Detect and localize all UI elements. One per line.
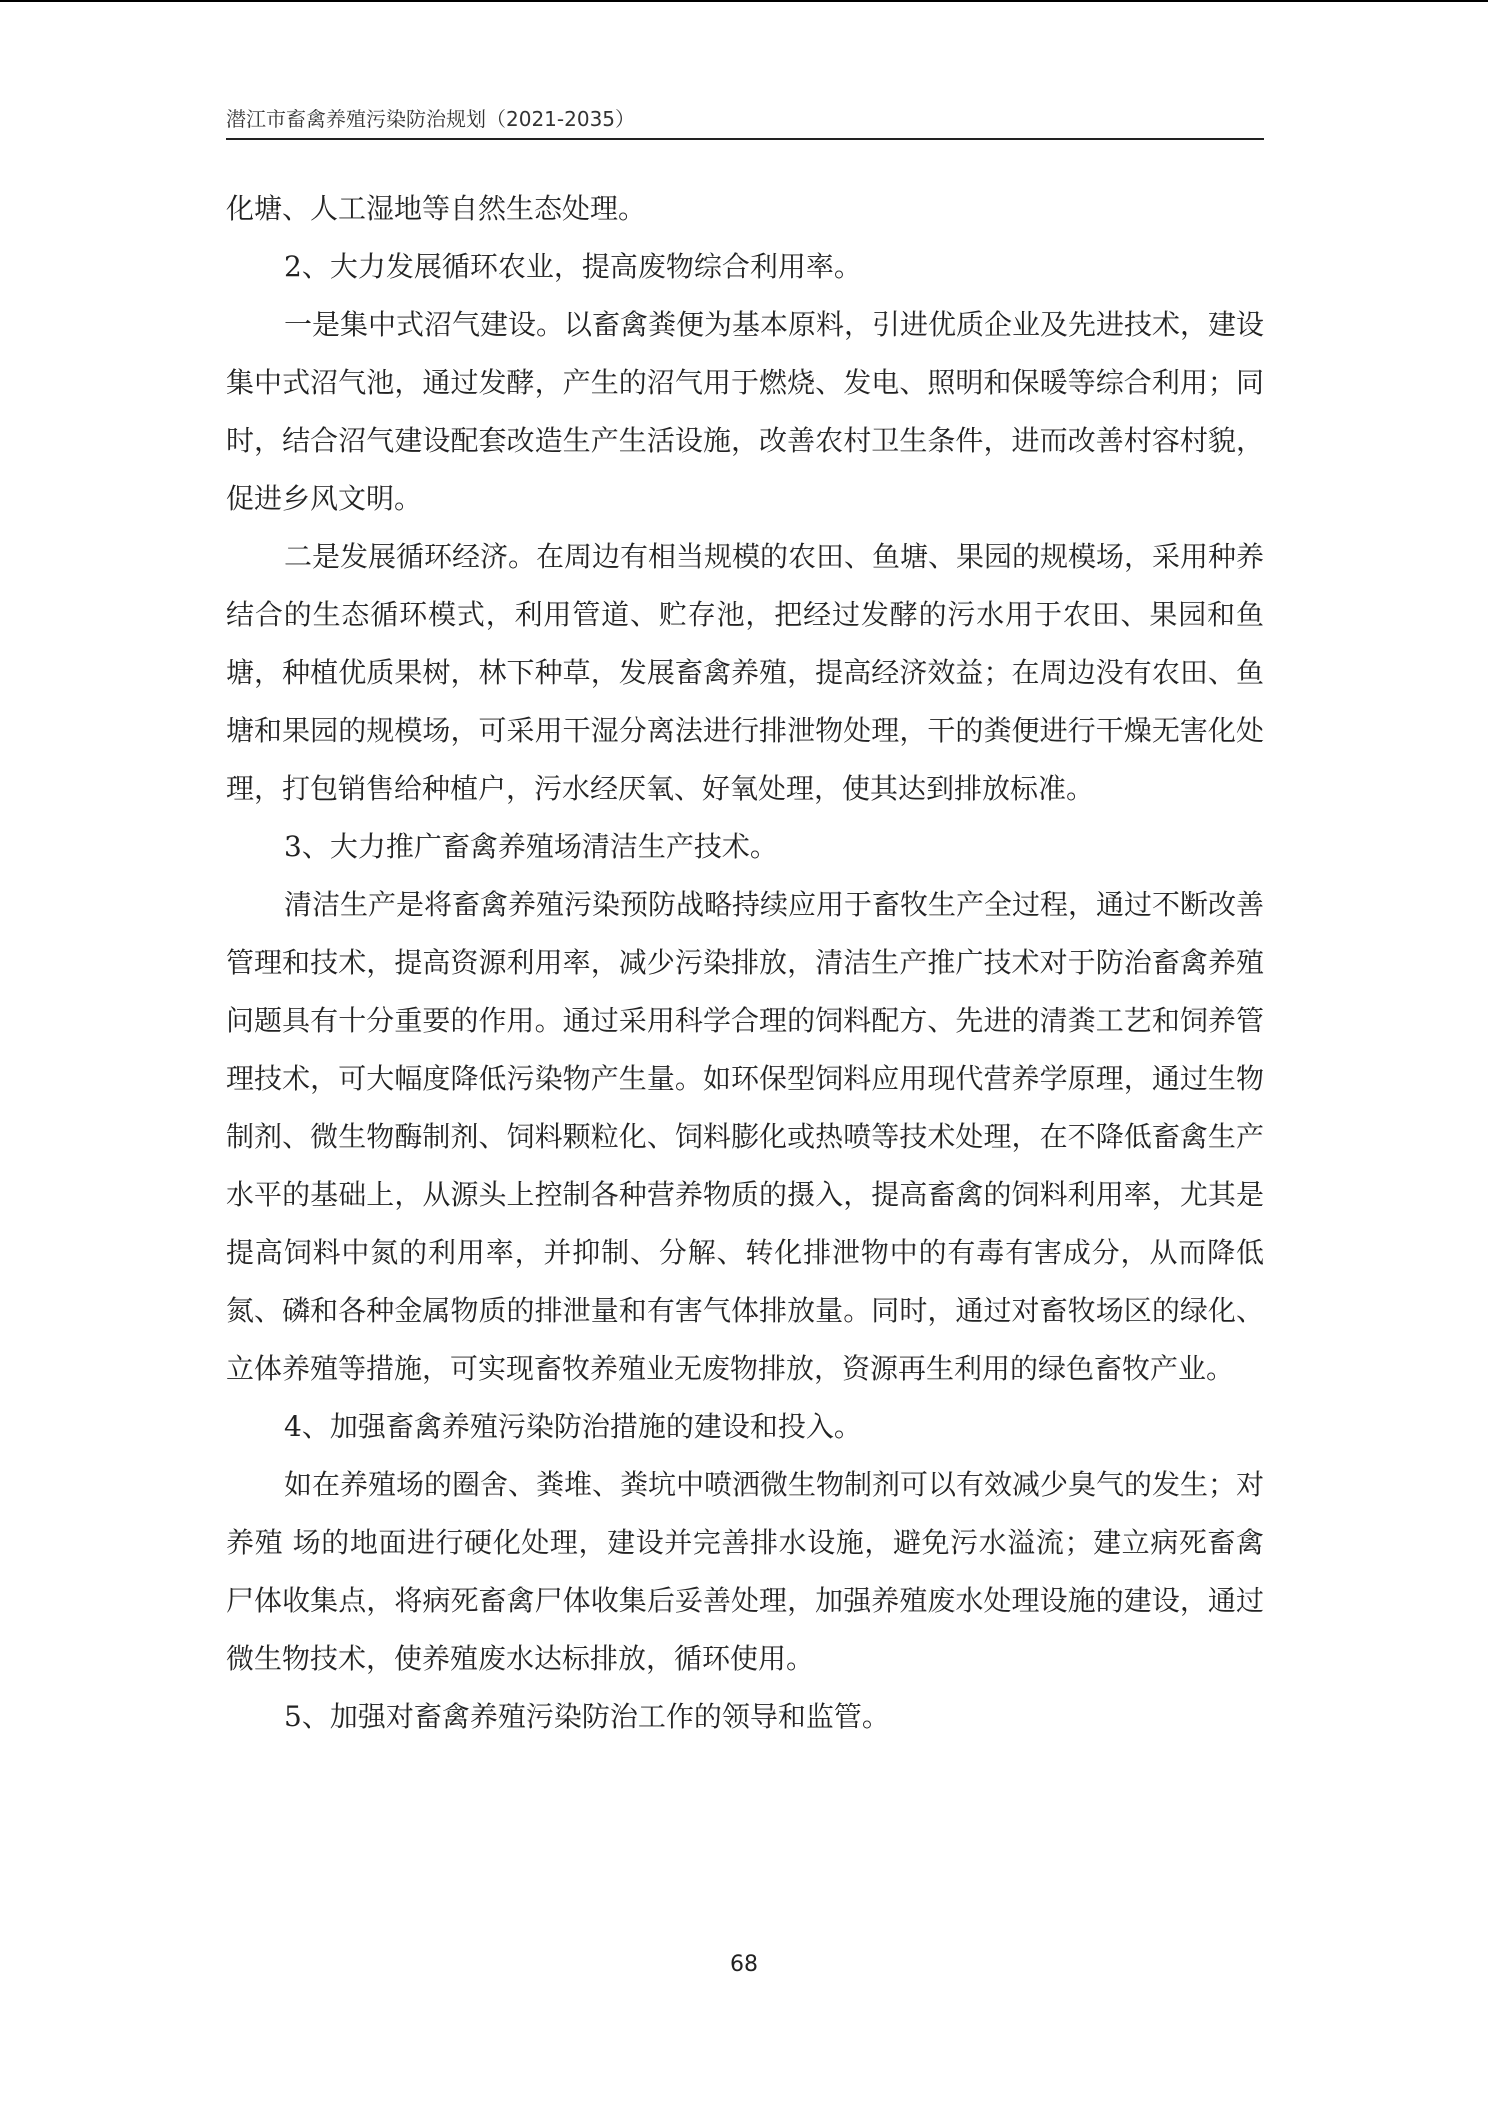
paragraph-7-heading: 4、加强畜禽养殖污染防治措施的建设和投入。 [284,1410,862,1443]
paragraph-8: 如在养殖场的圈舍、粪堆、粪坑中喷洒微生物制剂可以有效减少臭气的发生；对养殖 场的地面进行硬化处理，建设并完善排水设施，避免污水溢流；建立病死畜禽尸体收集点，将病死畜禽尸体收集后妥善处理，加强养殖废水处理设施的建设，通过微生物技术，使养殖废水达标排放，循环使用。 [226,1468,1265,1675]
page-header [226,104,1264,140]
paragraph-2-heading: 2、大力发展循环农业，提高废物综合利用率。 [284,250,862,283]
page-number: 68 [730,1952,758,1977]
paragraph-3: 一是集中式沼气建设。以畜禽粪便为基本原料，引进优质企业及先进技术，建设集中式沼气池，通过发酵，产生的沼气用于燃烧、发电、照明和保暖等综合利用；同时，结合沼气建设配套改造生产生活设施，改善农村卫生条件，进而改善村容村貌，促进乡风文明。 [226,308,1265,515]
top-border [0,0,1488,2]
paragraph-5-heading: 3、大力推广畜禽养殖场清洁生产技术。 [284,830,778,863]
paragraph-9-heading: 5、加强对畜禽养殖污染防治工作的领导和监管。 [284,1700,890,1733]
paragraph-6: 清洁生产是将畜禽养殖污染预防战略持续应用于畜牧生产全过程，通过不断改善管理和技术，提高资源利用率，减少污染排放，清洁生产推广技术对于防治畜禽养殖问题具有十分重要的作用。通过采用科学合理的饲料配方、先进的清粪工艺和饲养管理技术，可大幅度降低污染物产生量。如环保型饲料应用现代营养学原理，通过生物制剂、微生物酶制剂、饲料颗粒化、饲料膨化或热喷等技术处理，在不降低畜禽生产水平的基础上，从源头上控制各种营养物质的摄入，提高畜禽的饲料利用率，尤其是提高饲料中氮的利用率，并抑制、分解、转化排泄物中的有毒有害成分，从而降低氮、磷和各种金属物质的排泄量和有害气体排放量。同时，通过对畜牧场区的绿化、立体养殖等措施，可实现畜牧养殖业无废物排放，资源再生利用的绿色畜牧产业。 [226,888,1265,1385]
paragraph-4: 二是发展循环经济。在周边有相当规模的农田、鱼塘、果园的规模场，采用种养结合的生态循环模式，利用管道、贮存池，把经过发酵的污水用于农田、果园和鱼塘，种植优质果树，林下种草，发展畜禽养殖，提高经济效益；在周边没有农田、鱼塘和果园的规模场，可采用干湿分离法进行排泄物处理，干的粪便进行干燥无害化处理，打包销售给种植户，污水经厌氧、好氧处理，使其达到排放标准。 [226,540,1265,805]
body-text [226,180,1264,1746]
header-title: 潜江市畜禽养殖污染防治规划（2021-2035） [226,107,636,131]
paragraph-1: 化塘、人工湿地等自然生态处理。 [226,192,647,225]
